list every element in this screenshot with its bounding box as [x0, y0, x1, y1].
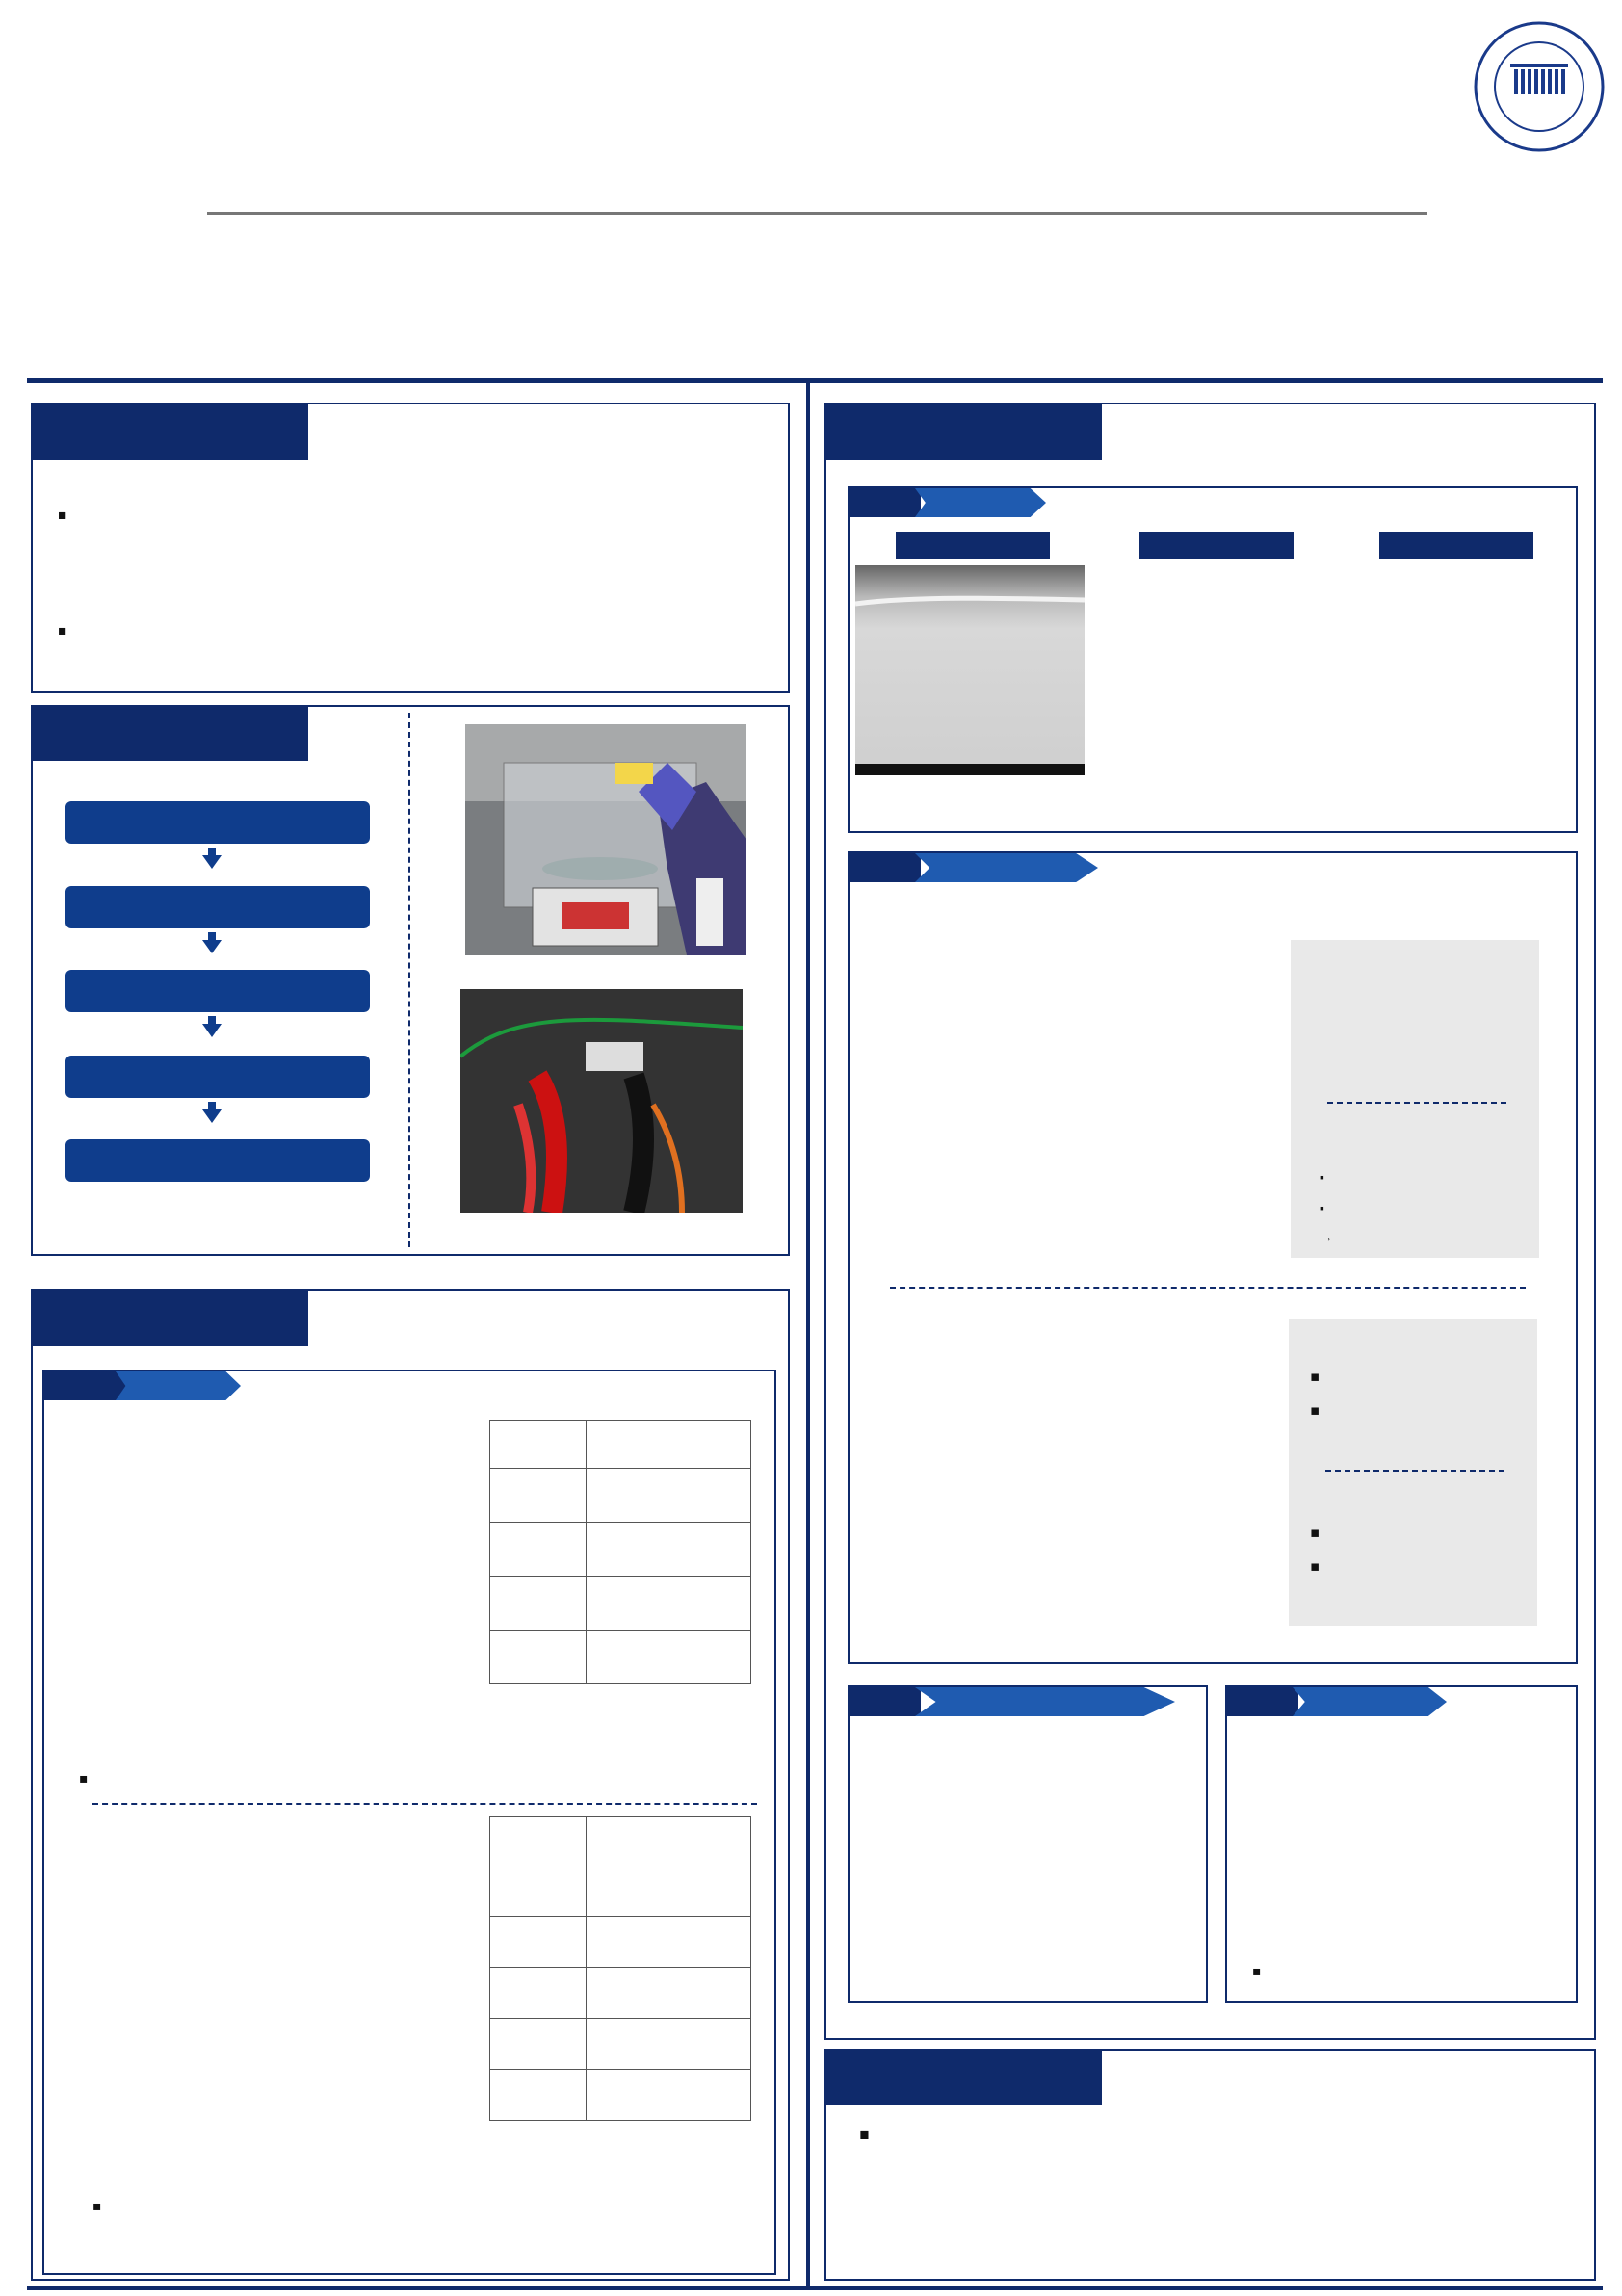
low-item: ▪: [1310, 1401, 1321, 1419]
flow-arrow: [202, 1109, 222, 1123]
pressure-panel: [1289, 1319, 1537, 1626]
table-row-value: [587, 2019, 751, 2070]
sem-label-d5: [896, 532, 1050, 559]
table-row-label: [490, 1577, 587, 1631]
table-row-value: [587, 1968, 751, 2019]
frame-mid-line: [806, 383, 810, 2290]
flow-arrow-stem: [208, 932, 216, 940]
cyc-tag: [1293, 1687, 1447, 1716]
flow-step-sensor: [65, 1056, 370, 1098]
table-row-value: [587, 1631, 751, 1684]
introduction-heading: [33, 404, 308, 460]
table-row-value: [587, 1523, 751, 1577]
high-item: ▪: [1310, 1557, 1321, 1575]
frame-top-line: [27, 378, 1603, 383]
formula-divider: [1327, 1102, 1506, 1104]
cyc-tagbar: [1227, 1687, 1298, 1716]
flow-arrow-stem: [208, 1016, 216, 1024]
title-underline: [207, 212, 1427, 215]
high-item: ▪: [1310, 1524, 1321, 1541]
flow-step-sem: [65, 970, 370, 1012]
sem-image-d5: [855, 565, 1085, 775]
table-row-label: [490, 1631, 587, 1684]
table-row-label: [490, 1866, 587, 1917]
formula-panel: [1291, 940, 1539, 1258]
university-logo: [1472, 19, 1607, 154]
cyclic-test-chart: [1262, 1729, 1541, 1931]
capacitance-bar-chart: [857, 934, 1262, 1213]
mech-tagbar: [850, 1687, 921, 1716]
table1-young-modulus: [489, 1420, 751, 1684]
mech-tag: [915, 1687, 1175, 1716]
table-row-value: [587, 1917, 751, 1968]
sem-label-d5h3: [1139, 532, 1294, 559]
flow-step-pdms: [65, 801, 370, 844]
table-row-label: [490, 1917, 587, 1968]
table-row-value: [587, 1469, 751, 1523]
table-row-label: [490, 1968, 587, 2019]
capacitance-line-chart: [857, 1310, 1262, 1599]
low-item: ▪: [1310, 1368, 1321, 1385]
flow-arrow: [202, 940, 222, 953]
table-row-label: [490, 1523, 587, 1577]
table-row-value: [587, 1577, 751, 1631]
table-row-label: [490, 1469, 587, 1523]
table1-header: [587, 1421, 751, 1469]
sem-tagbar: [850, 488, 921, 517]
flow-step-capacitance: [65, 1139, 370, 1182]
sem-image-d5h3: [1092, 565, 1337, 775]
mechanism-diagram: [862, 1730, 1194, 1947]
table-row-label: [490, 2019, 587, 2070]
results-left-heading: [33, 1291, 308, 1346]
pressure-divider: [1325, 1470, 1504, 1472]
flow-arrow: [202, 1024, 222, 1037]
relative-change-increase: →: [1320, 1231, 1333, 1245]
stress-strain-chart-solvent: [58, 1816, 462, 2125]
cap-tag: [915, 853, 1098, 882]
lcr-photo: [460, 989, 743, 1213]
fabrication-photo: [465, 724, 746, 955]
table-row-value: [587, 1866, 751, 1917]
table-row-value: [587, 2070, 751, 2121]
methods-divider: [408, 713, 410, 1247]
methods-heading: [33, 707, 308, 761]
relative-change-row: ▪: [1320, 1202, 1324, 1216]
utm-divider: [92, 1803, 757, 1805]
stress-strain-chart-ratio: [58, 1412, 462, 1701]
results-right-heading: [826, 404, 1102, 460]
flow-arrow-stem: [208, 1102, 216, 1109]
capacitance-divider: [890, 1287, 1526, 1289]
flow-arrow: [202, 855, 222, 869]
table2-young-modulus: [489, 1816, 751, 2121]
table2-header: [587, 1817, 751, 1866]
sem-label-d5h6: [1379, 532, 1533, 559]
cap-tagbar: [850, 853, 921, 882]
relative-change-row: ▪: [1320, 1171, 1324, 1186]
flow-arrow-stem: [208, 848, 216, 855]
sem-image-d5h6: [1345, 565, 1572, 775]
frame-bottom-line: [27, 2286, 1603, 2290]
flow-step-utm: [65, 886, 370, 928]
conclusion-heading: [826, 2051, 1102, 2105]
table-row-label: [490, 2070, 587, 2121]
utm-tag: [116, 1371, 241, 1400]
sem-tag: [915, 488, 1046, 517]
